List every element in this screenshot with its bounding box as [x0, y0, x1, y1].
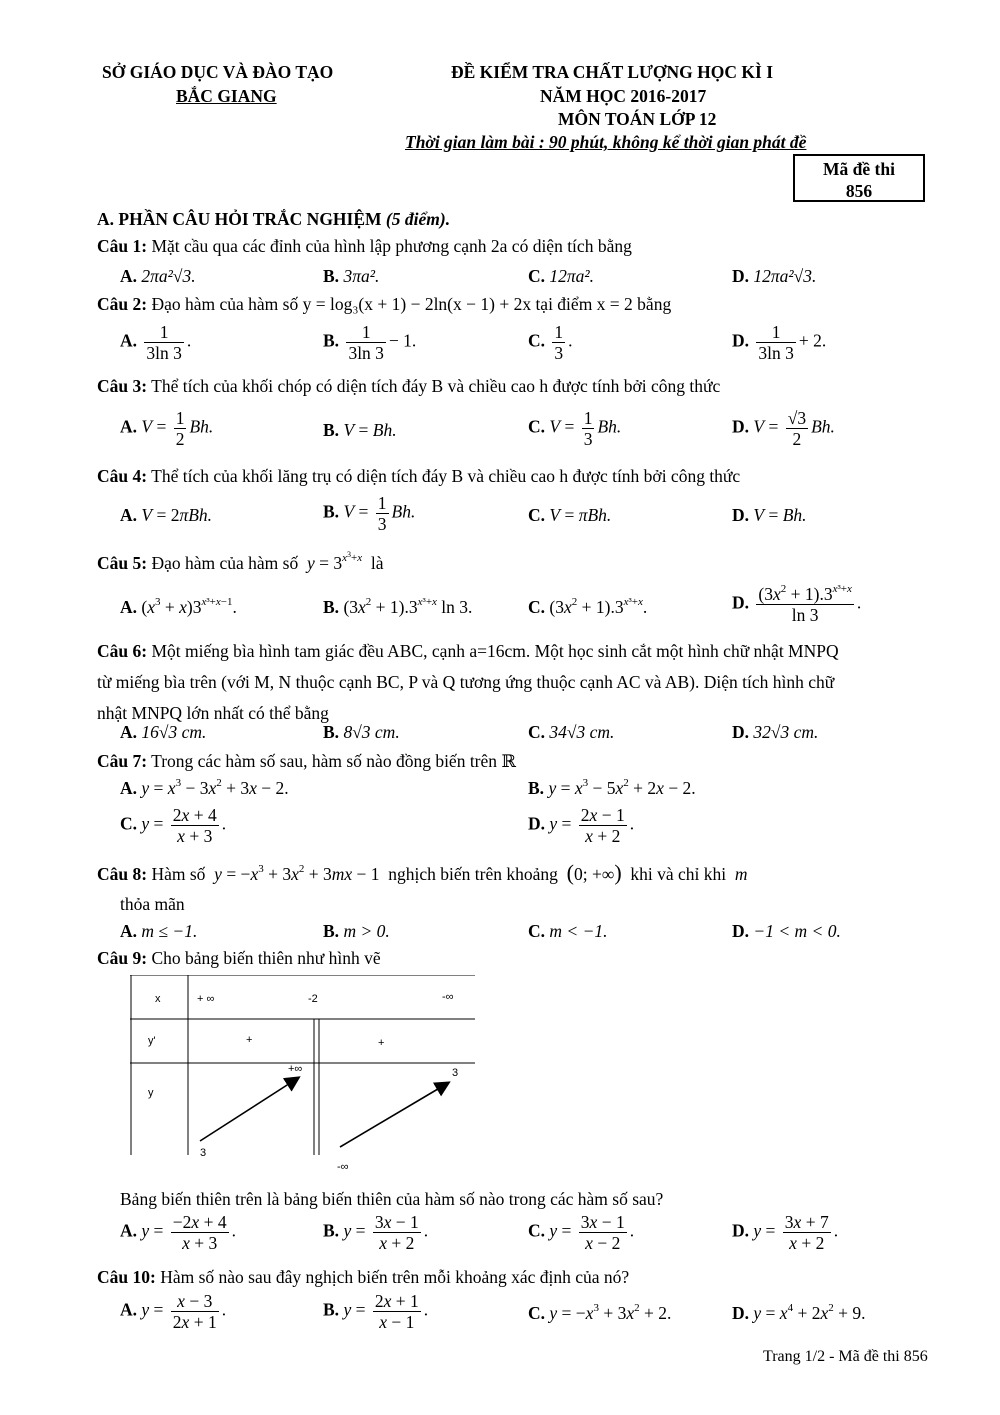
q2-option-a: A. $\frac{1}{3\ln 3}$ .: [120, 322, 192, 363]
exam-code-label: Mã đề thi: [823, 159, 895, 179]
q3-option-c: C. V = $\frac{1}{3}$ Bh.: [528, 408, 622, 449]
vt-sign-2: +: [378, 1037, 385, 1049]
variation-table-lines: [130, 975, 475, 1155]
q10-option-d: D. $y = x^4 + 2x^2 + 9$.: [732, 1302, 866, 1323]
exam-code-value: 856: [845, 181, 873, 201]
variation-table: [130, 975, 475, 1173]
q2-option-b: B. $\frac{1}{3\ln 3}$ − 1.: [323, 322, 417, 363]
time-note: Thời gian làm bài : 90 phút, không kể thời gian phát đề: [405, 132, 807, 152]
q3-option-b: B. V = Bh.: [323, 420, 397, 440]
q4-option-d: D. V = Bh.: [732, 505, 807, 525]
vt-y-val-1: 3: [200, 1147, 207, 1159]
school-year: NĂM HỌC 2016-2017: [540, 86, 707, 106]
q2-option-d: D. $\frac{1}{3\ln 3}$ + 2.: [732, 322, 827, 363]
q8-continuation: thỏa mãn: [120, 894, 185, 914]
q6-option-b: B. 8√3 cm.: [323, 722, 400, 742]
exam-title: ĐỀ KIỂM TRA CHẤT LƯỢNG HỌC KÌ I: [451, 62, 774, 82]
q9-option-b: B. y = $\frac{3x - 1}{x + 2}$ .: [323, 1212, 429, 1253]
q10-option-b: B. y = $\frac{2x + 1}{x - 1}$ .: [323, 1291, 429, 1332]
page-footer: Trang 1/2 - Mã đề thi 856: [763, 1348, 928, 1365]
q6-option-d: D. 32√3 cm.: [732, 722, 819, 742]
vt-x-end: -∞: [442, 991, 454, 1003]
question-2: Câu 2: Đạo hàm của hàm số y = log₃(x + 1) − 2ln(x − 1) + 2x tại điểm x = 2 bằng: [97, 294, 672, 314]
question-9: Câu 9: Cho bảng biến thiên như hình vẽ: [97, 948, 381, 968]
q1-option-a: A. 2πa²√3.: [120, 266, 196, 286]
province-name: BẮC GIANG: [176, 86, 277, 106]
q5-option-d: D. $\frac{(3x^2 + 1).3^{x^3+x}}{\ln 3}$ .: [732, 583, 862, 625]
q1-option-d: D. 12πa²√3.: [732, 266, 817, 286]
question-1: Câu 1: Mặt cầu qua các đỉnh của hình lập phương cạnh 2a có diện tích bằng: [97, 236, 632, 256]
exam-code-box: [793, 154, 925, 202]
section-title: A. PHẦN CÂU HỎI TRẮC NGHIỆM (5 điểm).: [97, 209, 451, 229]
q9-option-a: A. y = $\frac{-2x + 4}{x + 3}$ .: [120, 1212, 236, 1253]
vt-y-val-4: 3: [452, 1067, 459, 1079]
q4-option-b: B. V = $\frac{1}{3}$ Bh.: [323, 493, 416, 534]
vt-y-val-2: +∞: [288, 1063, 303, 1075]
q5-option-b: B. $(3x^2 + 1).3^{x^3+x}$ ln 3.: [323, 596, 473, 617]
q3-option-d: D. V = $\frac{√3}{2}$ Bh.: [732, 408, 835, 449]
q6-option-c: C. 34√3 cm.: [528, 722, 615, 742]
vt-x-mid: -2: [308, 993, 318, 1005]
q9-option-c: C. y = $\frac{3x - 1}{x - 2}$ .: [528, 1212, 635, 1253]
q6-option-a: A. 16√3 cm.: [120, 722, 207, 742]
q7-option-c: C. y = $\frac{2x + 4}{x + 3}$ .: [120, 805, 227, 846]
question-3: Câu 3: Thể tích của khối chóp có diện tích đáy B và chiều cao h được tính bởi công thức: [97, 376, 721, 396]
q5-option-c: C. $(3x^2 + 1).3^{x^3+x}$.: [528, 596, 648, 617]
q10-option-c: C. $y = -x^3 + 3x^2 + 2$.: [528, 1302, 672, 1323]
vt-sign-1: +: [246, 1034, 253, 1046]
q7-option-d: D. y = $\frac{2x - 1}{x + 2}$ .: [528, 805, 635, 846]
question-7: Câu 7: Trong các hàm số sau, hàm số nào đồng biến trên ℝ: [97, 751, 516, 771]
question-5: Câu 5: Đạo hàm của hàm số $y = 3^{x^3+x}$ là: [97, 550, 384, 573]
q7-option-b: B. $y = x^3 - 5x^2 + 2x - 2$.: [528, 777, 696, 798]
q4-option-a: A. V = 2πBh.: [120, 505, 213, 525]
q9-followup: Bảng biến thiên trên là bảng biến thiên của hàm số nào trong các hàm số sau?: [120, 1189, 664, 1209]
q8-option-c: C. m < −1.: [528, 921, 608, 941]
q7-option-a: A. $y = x^3 - 3x^2 + 3x - 2$.: [120, 777, 289, 798]
q10-option-a: A. y = $\frac{x - 3}{2x + 1}$ .: [120, 1291, 227, 1332]
q1-option-b: B. 3πa².: [323, 266, 380, 286]
q3-option-a: A. V = $\frac{1}{2}$ Bh.: [120, 408, 214, 449]
vt-yprime-label: y': [148, 1035, 156, 1047]
vt-x-label: x: [155, 993, 161, 1005]
subject: MÔN TOÁN LỚP 12: [558, 109, 717, 129]
dept-name: SỞ GIÁO DỤC VÀ ĐÀO TẠO: [102, 62, 334, 82]
question-8: Câu 8: Hàm số $y = -x^3 + 3x^2 + 3mx - 1$ nghịch biến trên khoảng (0; +∞) khi và chỉ khi m: [97, 860, 748, 885]
q8-option-a: A. m ≤ −1.: [120, 921, 198, 941]
question-4: Câu 4: Thể tích của khối lăng trụ có diện tích đáy B và chiều cao h được tính bởi công thức: [97, 466, 741, 486]
q8-option-b: B. m > 0.: [323, 921, 390, 941]
q2-option-c: C. $\frac{1}{3}$ .: [528, 322, 573, 363]
question-10: Câu 10: Hàm số nào sau đây nghịch biến trên mỗi khoảng xác định của nó?: [97, 1267, 630, 1287]
q4-option-c: C. V = πBh.: [528, 505, 612, 525]
q1-option-c: C. 12πa².: [528, 266, 595, 286]
q9-option-d: D. y = $\frac{3x + 7}{x + 2}$ .: [732, 1212, 839, 1253]
vt-y-val-3: -∞: [337, 1161, 349, 1173]
vt-x-start: + ∞: [197, 993, 215, 1005]
question-6: Câu 6: Một miếng bìa hình tam giác đều ABC, cạnh a=16cm. Một học sinh cắt một hình chữ nhật MNPQ từ miếng bìa trên (với M, N thuộc cạnh BC, P và Q tương ứng thuộc cạnh AC và AB). Diện tích hình chữ nhật MNPQ lớn nhất có thể bằng: [97, 641, 839, 723]
vt-y-label: y: [148, 1087, 154, 1099]
q8-option-d: D. −1 < m < 0.: [732, 921, 841, 941]
q5-option-a: A. $(x^3 + x)3^{x^3+x-1}$.: [120, 596, 237, 617]
